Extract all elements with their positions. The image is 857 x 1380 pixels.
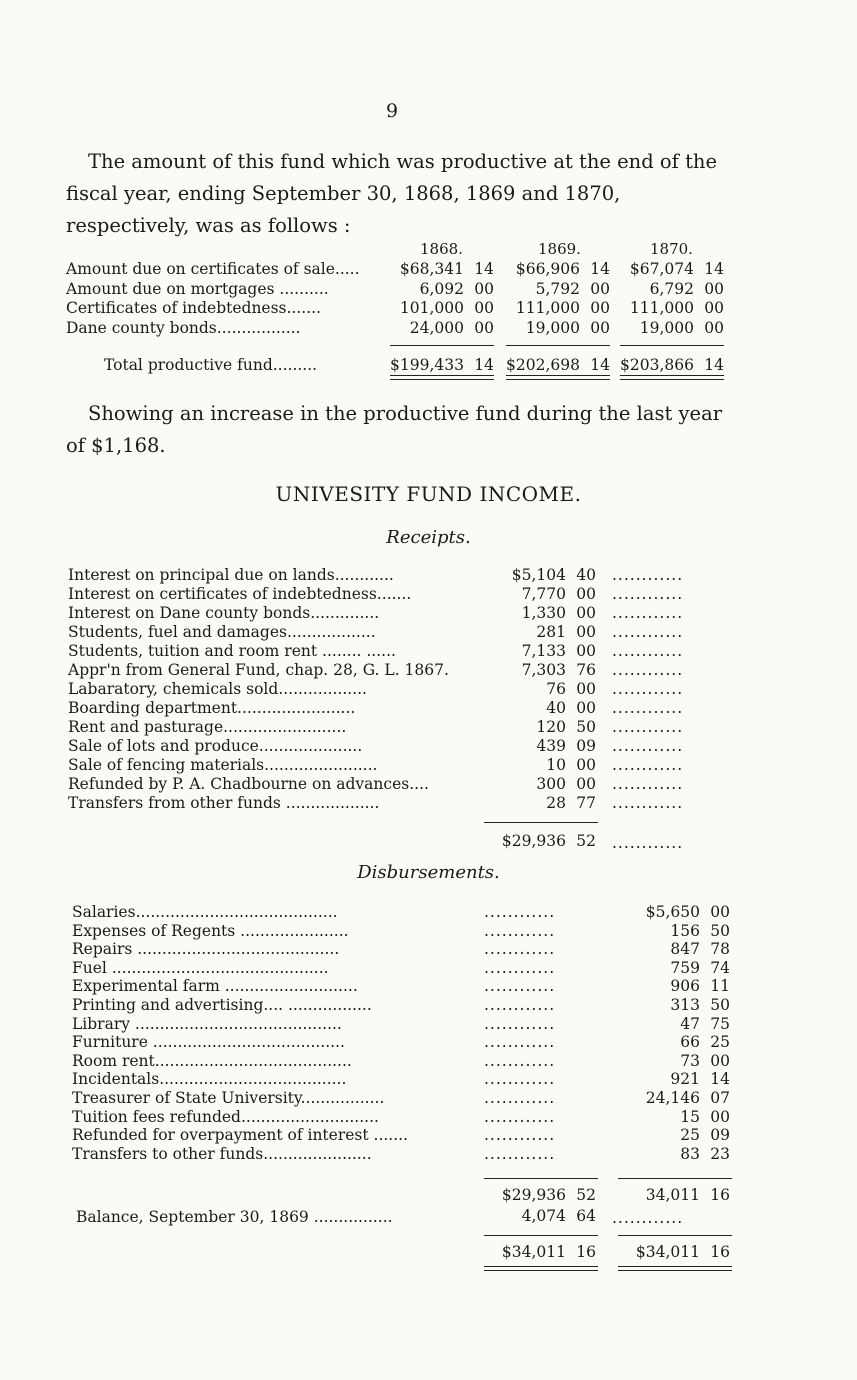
productive-row-value-dollars: 24,000: [409, 318, 464, 337]
disbursement-subtotal-right-cents: 16: [710, 1186, 730, 1204]
productive-total-double-rule: [506, 375, 610, 380]
disbursement-amount-cents: 00: [710, 1107, 730, 1126]
disbursement-subtotal-rule-right: [618, 1178, 732, 1179]
disbursement-amount-cents: 78: [710, 940, 730, 959]
disbursement-amount-cents: 23: [710, 1144, 730, 1163]
disbursement-label: Salaries.........................................: [72, 903, 338, 921]
disbursement-amount-cents: 11: [710, 977, 730, 996]
receipt-leader: ............: [612, 775, 684, 793]
productive-total-label: Total productive fund.........: [104, 356, 318, 374]
receipt-label: Boarding department........................: [68, 699, 356, 717]
grand-total-double-rule-right: [618, 1266, 732, 1271]
receipt-label: Refunded by P. A. Chadbourne on advances....: [68, 775, 429, 793]
disbursement-leader: ............: [484, 921, 556, 940]
receipt-leader: ............: [612, 566, 684, 584]
disbursement-amount-dollars: 759: [670, 958, 700, 977]
disbursement-amount-dollars: 15: [680, 1107, 700, 1126]
productive-row-label: Amount due on mortgages ..........: [66, 279, 329, 298]
receipt-amount-cents: 00: [576, 756, 596, 774]
productive-row-value-dollars: 111,000: [629, 299, 694, 317]
productive-total-value-cents: 14: [704, 356, 724, 374]
productive-total-double-rule: [620, 375, 724, 380]
disbursement-amount-dollars: 24,146: [645, 1089, 700, 1107]
productive-row-value-cents: 14: [474, 260, 494, 278]
receipt-label: Transfers from other funds ...................: [68, 794, 380, 812]
disbursement-label: Room rent........................................: [72, 1051, 352, 1070]
productive-subtotal-rule: [390, 345, 494, 346]
receipt-leader: ............: [612, 737, 684, 755]
disbursement-leader: ............: [484, 1126, 556, 1145]
receipts-total-rule: [484, 822, 598, 823]
receipt-amount-cents: 00: [576, 604, 596, 622]
receipts-title: Receipts.: [386, 527, 471, 548]
productive-row-value-cents: 00: [474, 299, 494, 317]
disbursement-subtotal-right-dollars: 34,011: [645, 1186, 700, 1204]
receipt-amount-cents: 00: [576, 680, 596, 698]
productive-row-value-dollars: 6,792: [649, 279, 694, 298]
disbursement-label: Fuel ............................................: [72, 958, 329, 977]
disbursement-label: Refunded for overpayment of interest .......: [72, 1126, 409, 1145]
receipt-amount-dollars: 10: [546, 756, 566, 774]
productive-row-value-dollars: 19,000: [639, 318, 694, 337]
receipt-leader: ............: [612, 699, 684, 717]
year-header-1868: 1868.: [420, 240, 463, 258]
disbursement-label: Repairs .........................................: [72, 940, 340, 959]
disbursement-leader: ............: [484, 1051, 556, 1070]
receipt-label: Interest on certificates of indebtedness.......: [68, 585, 412, 603]
disbursement-label: Furniture .......................................: [72, 1033, 345, 1052]
grand-total-rule-right: [618, 1235, 732, 1236]
productive-row-value-cents: 00: [704, 279, 724, 298]
year-header-1869: 1869.: [538, 240, 581, 258]
balance-leader: ............: [612, 1209, 684, 1227]
page-number: 9: [386, 100, 399, 122]
disbursement-label: Library ..........................................: [72, 1014, 342, 1033]
productive-total-value-dollars: $199,433: [390, 356, 464, 374]
increase-paragraph: Showing an increase in the productive fund during the last year of $1,168.: [66, 402, 723, 457]
productive-row-value-cents: 00: [590, 279, 610, 298]
disbursement-amount-dollars: $5,650: [645, 903, 700, 921]
receipt-label: Students, fuel and damages..................: [68, 623, 376, 641]
disbursement-subtotal-left-cents: 52: [576, 1186, 596, 1204]
productive-total-value-dollars: $202,698: [506, 356, 580, 374]
productive-row-value-dollars: 5,792: [535, 279, 580, 298]
receipt-amount-dollars: 76: [546, 680, 566, 698]
disbursement-amount-cents: 14: [710, 1070, 730, 1089]
disbursement-amount-dollars: 847: [670, 940, 700, 959]
disbursements-title: Disbursements.: [357, 862, 500, 883]
disbursement-amount-dollars: 66: [680, 1033, 700, 1052]
disbursement-amount-dollars: 156: [670, 921, 700, 940]
receipt-amount-dollars: 7,770: [521, 585, 566, 603]
disbursement-amount-dollars: 83: [680, 1144, 700, 1163]
receipt-leader: ............: [612, 642, 684, 660]
productive-row-label: Amount due on certificates of sale.....: [66, 260, 360, 278]
productive-row-value-dollars: 111,000: [515, 299, 580, 317]
receipt-leader: ............: [612, 794, 684, 812]
receipt-amount-dollars: 7,303: [521, 661, 566, 679]
year-header-1870: 1870.: [650, 240, 693, 258]
balance-label: Balance, September 30, 1869 ................: [76, 1208, 393, 1226]
productive-row-value-cents: 14: [590, 260, 610, 278]
receipt-label: Sale of lots and produce.....................: [68, 737, 363, 755]
productive-row-value-cents: 00: [704, 318, 724, 337]
productive-row-label: Dane county bonds.................: [66, 318, 301, 337]
disbursement-amount-dollars: 906: [670, 977, 700, 996]
receipts-total-cents: 52: [576, 832, 596, 850]
disbursement-amount-cents: 09: [710, 1126, 730, 1145]
receipt-amount-cents: 00: [576, 699, 596, 717]
disbursement-label: Experimental farm ...........................: [72, 977, 358, 996]
disbursement-leader: ............: [484, 1033, 556, 1052]
disbursement-label: Tuition fees refunded............................: [72, 1107, 379, 1126]
disbursement-amount-cents: 75: [710, 1014, 730, 1033]
receipt-amount-dollars: 120: [536, 718, 566, 736]
productive-total-value-cents: 14: [474, 356, 494, 374]
disbursement-leader: ............: [484, 1014, 556, 1033]
receipt-amount-dollars: 281: [536, 623, 566, 641]
receipt-label: Rent and pasturage.........................: [68, 718, 347, 736]
receipt-amount-dollars: 28: [546, 794, 566, 812]
balance-amount-dollars: 4,074: [521, 1207, 566, 1225]
disbursement-amount-dollars: 313: [670, 996, 700, 1014]
productive-subtotal-rule: [620, 345, 724, 346]
disbursement-label: Printing and advertising.... .................: [72, 996, 372, 1014]
grand-total-left-dollars: $34,011: [501, 1243, 566, 1261]
grand-total-right-dollars: $34,011: [635, 1243, 700, 1261]
grand-total-left-cents: 16: [576, 1243, 596, 1261]
disbursement-subtotal-left-dollars: $29,936: [501, 1186, 566, 1204]
receipt-amount-cents: 00: [576, 642, 596, 660]
receipt-amount-cents: 09: [576, 737, 596, 755]
receipt-label: Labaratory, chemicals sold..................: [68, 680, 367, 698]
grand-total-rule-left: [484, 1235, 598, 1236]
receipt-label: Appr'n from General Fund, chap. 28, G. L. 1867.: [68, 661, 449, 679]
productive-row-value-cents: 00: [474, 279, 494, 298]
receipt-leader: ............: [612, 623, 684, 641]
disbursement-leader: ............: [484, 903, 556, 921]
receipt-amount-dollars: $5,104: [511, 566, 566, 584]
disbursement-amount-cents: 07: [710, 1089, 730, 1107]
disbursement-leader: ............: [484, 1089, 556, 1107]
receipt-amount-cents: 77: [576, 794, 596, 812]
productive-row-value-cents: 00: [704, 299, 724, 317]
productive-row-value-cents: 00: [590, 318, 610, 337]
receipt-amount-dollars: 7,133: [521, 642, 566, 660]
receipt-label: Students, tuition and room rent ........ ......: [68, 642, 396, 660]
receipts-total-leader: ............: [612, 834, 684, 852]
disbursement-leader: ............: [484, 996, 556, 1014]
disbursement-leader: ............: [484, 958, 556, 977]
grand-total-right-cents: 16: [710, 1243, 730, 1261]
receipts-total-dollars: $29,936: [501, 832, 566, 850]
receipt-amount-cents: 00: [576, 775, 596, 793]
disbursement-leader: ............: [484, 977, 556, 996]
receipt-amount-dollars: 40: [546, 699, 566, 717]
receipt-leader: ............: [612, 604, 684, 622]
receipt-leader: ............: [612, 756, 684, 774]
section-title: UNIVESITY FUND INCOME.: [275, 482, 582, 506]
productive-row-value-dollars: $68,341: [399, 260, 464, 278]
intro-paragraph: The amount of this fund which was productive at the end of the fiscal year, ending September 30, 1868, 1869 and 1870, respectively, was as follows :: [66, 150, 718, 237]
disbursement-leader: ............: [484, 1144, 556, 1163]
productive-total-double-rule: [390, 375, 494, 380]
disbursement-amount-cents: 25: [710, 1033, 730, 1052]
productive-row-value-dollars: 101,000: [399, 299, 464, 317]
disbursement-amount-dollars: 921: [670, 1070, 700, 1089]
receipt-amount-cents: 00: [576, 623, 596, 641]
disbursement-amount-cents: 50: [710, 996, 730, 1014]
productive-row-value-dollars: $67,074: [629, 260, 694, 278]
disbursement-amount-cents: 50: [710, 921, 730, 940]
disbursement-leader: ............: [484, 1070, 556, 1089]
receipt-label: Interest on Dane county bonds..............: [68, 604, 380, 622]
receipt-leader: ............: [612, 661, 684, 679]
disbursement-label: Expenses of Regents ......................: [72, 921, 349, 940]
disbursement-leader: ............: [484, 940, 556, 959]
disbursement-amount-dollars: 47: [680, 1014, 700, 1033]
productive-subtotal-rule: [506, 345, 610, 346]
disbursement-label: Treasurer of State University.................: [72, 1089, 385, 1107]
receipt-amount-dollars: 1,330: [521, 604, 566, 622]
receipt-amount-cents: 76: [576, 661, 596, 679]
receipt-amount-dollars: 439: [536, 737, 566, 755]
productive-row-value-cents: 00: [590, 299, 610, 317]
receipt-leader: ............: [612, 585, 684, 603]
receipt-label: Sale of fencing materials.......................: [68, 756, 378, 774]
productive-row-value-dollars: 19,000: [525, 318, 580, 337]
receipt-label: Interest on principal due on lands............: [68, 566, 394, 584]
productive-row-value-dollars: 6,092: [419, 279, 464, 298]
receipt-amount-cents: 00: [576, 585, 596, 603]
disbursement-amount-cents: 00: [710, 903, 730, 921]
grand-total-double-rule-left: [484, 1266, 598, 1271]
receipt-leader: ............: [612, 680, 684, 698]
disbursement-amount-cents: 74: [710, 958, 730, 977]
productive-total-value-dollars: $203,866: [620, 356, 694, 374]
disbursement-label: Incidentals......................................: [72, 1070, 347, 1089]
productive-row-value-cents: 00: [474, 318, 494, 337]
receipt-amount-cents: 40: [576, 566, 596, 584]
productive-row-value-dollars: $66,906: [515, 260, 580, 278]
disbursement-subtotal-rule-left: [484, 1178, 598, 1179]
disbursement-amount-cents: 00: [710, 1051, 730, 1070]
disbursement-amount-dollars: 73: [680, 1051, 700, 1070]
receipt-amount-dollars: 300: [536, 775, 566, 793]
disbursement-leader: ............: [484, 1107, 556, 1126]
productive-row-value-cents: 14: [704, 260, 724, 278]
productive-row-label: Certificates of indebtedness.......: [66, 299, 322, 317]
receipt-leader: ............: [612, 718, 684, 736]
balance-amount-cents: 64: [576, 1207, 596, 1225]
disbursement-label: Transfers to other funds......................: [72, 1144, 372, 1163]
receipt-amount-cents: 50: [576, 718, 596, 736]
productive-total-value-cents: 14: [590, 356, 610, 374]
disbursement-amount-dollars: 25: [680, 1126, 700, 1145]
